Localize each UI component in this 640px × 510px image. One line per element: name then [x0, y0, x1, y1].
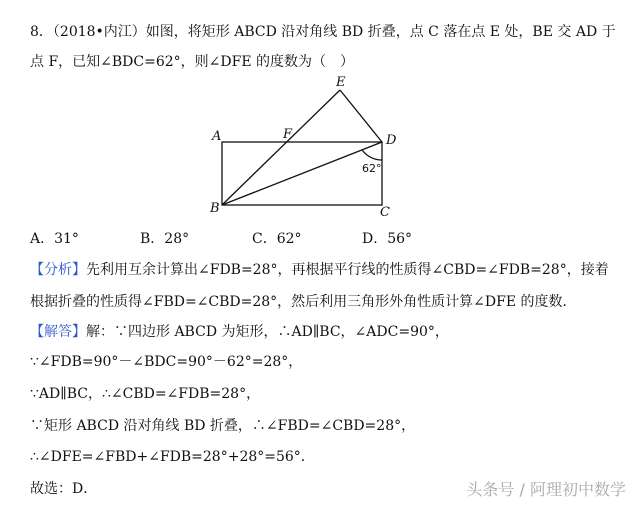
option-a: A．31°: [30, 231, 79, 247]
label-a: A: [212, 129, 222, 144]
question-line-1: 8．（2018•内江）如图，将矩形 ABCD 沿对角线 BD 折叠，点 C 落在点 E 处，BE 交 AD 于: [30, 24, 616, 40]
label-e: E: [336, 75, 346, 90]
solution-line-1: [30, 322, 449, 342]
analysis-tag: 【分析】: [30, 262, 86, 278]
solution-line-6: 故选：D．: [30, 481, 98, 497]
label-b: B: [210, 201, 220, 216]
analysis-line-2: 根据折叠的性质得∠FBD=∠CBD=28°，然后利用三角形外角性质计算∠DFE 的度数．: [30, 294, 577, 310]
analysis-text-1: 先利用互余计算出∠FDB=28°，再根据平行线的性质得∠CBD=∠FDB=28°，接着: [86, 262, 609, 278]
label-d: D: [386, 133, 397, 148]
option-b: B．28°: [140, 231, 190, 247]
watermark: 头条号 / 阿理初中数学: [466, 480, 626, 499]
label-f: F: [283, 127, 293, 142]
solution-line-4: ∵矩形 ABCD 沿对角线 BD 折叠，∴∠FBD=∠CBD=28°，: [30, 418, 416, 434]
diagonal-bd: [222, 142, 382, 205]
segment-ed: [340, 90, 382, 142]
solution-tag: 【解答】: [30, 324, 86, 340]
segment-be: [222, 90, 340, 205]
option-c: C．62°: [252, 231, 302, 247]
question-line-2: 点 F，已知∠BDC=62°，则∠DFE 的度数为（ ）: [30, 54, 355, 70]
analysis-line-1: [30, 260, 609, 280]
solution-text-1: 解：∵四边形 ABCD 为矩形，∴AD∥BC，∠ADC=90°，: [86, 324, 449, 340]
solution-line-3: ∵AD∥BC，∴∠CBD=∠FDB=28°，: [30, 386, 261, 402]
label-c: C: [380, 205, 390, 220]
solution-line-2: ∵∠FDB=90°－∠BDC=90°－62°=28°，: [30, 354, 303, 370]
angle-label: 62°: [362, 162, 382, 175]
geometry-figure: [0, 0, 640, 230]
solution-line-5: ∴∠DFE=∠FBD+∠FDB=28°+28°=56°．: [30, 449, 315, 465]
option-d: D．56°: [362, 231, 413, 247]
angle-arc: [362, 150, 382, 160]
